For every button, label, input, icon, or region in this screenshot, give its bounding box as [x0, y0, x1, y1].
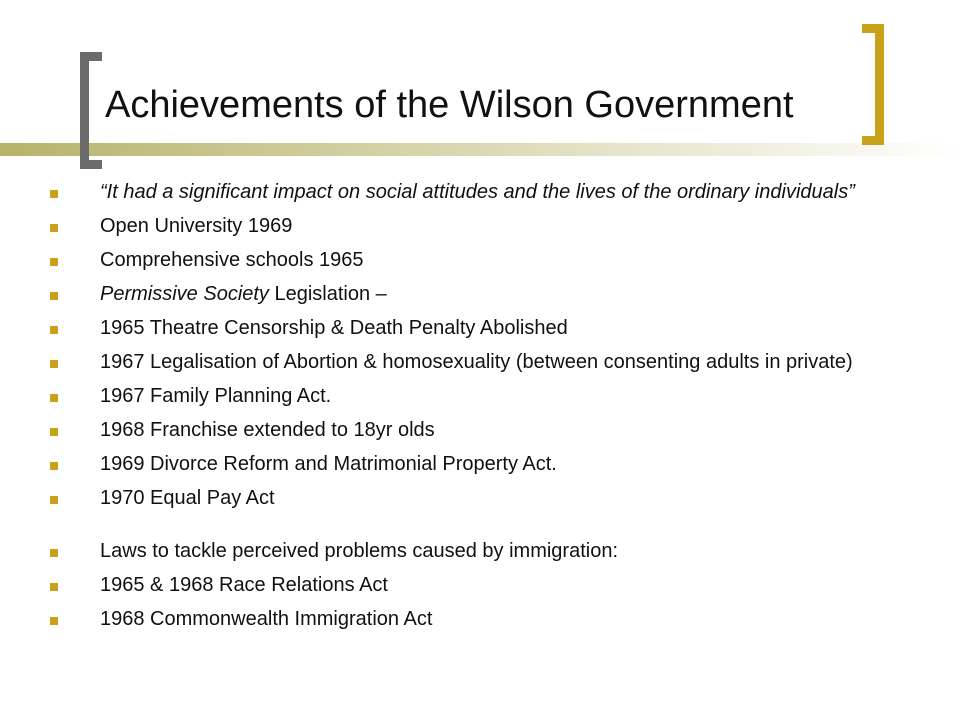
square-bullet-icon — [50, 428, 58, 436]
bullet-text: 1967 Legalisation of Abortion & homosexuality (between consenting adults in private) — [100, 351, 853, 373]
slide-title: Achievements of the Wilson Government — [105, 84, 794, 126]
square-bullet-icon — [50, 326, 58, 334]
bullet-item — [48, 454, 908, 474]
bullet-text: Open University 1969 — [100, 215, 293, 237]
bullet-italic-prefix: Permissive Society — [100, 283, 269, 305]
bullet-item — [48, 488, 908, 508]
square-bullet-icon — [50, 496, 58, 504]
bullet-item — [48, 420, 908, 440]
square-bullet-icon — [50, 258, 58, 266]
bullet-text: 1968 Commonwealth Immigration Act — [100, 608, 433, 630]
bullet-text: Comprehensive schools 1965 — [100, 249, 364, 271]
square-bullet-icon — [50, 394, 58, 402]
bullet-item — [48, 609, 908, 629]
square-bullet-icon — [50, 583, 58, 591]
bullet-text: 1965 & 1968 Race Relations Act — [100, 574, 388, 596]
square-bullet-icon — [50, 360, 58, 368]
left-bracket-decoration — [80, 52, 102, 169]
bullet-text: 1969 Divorce Reform and Matrimonial Property Act. — [100, 453, 557, 475]
bullet-item — [48, 352, 908, 372]
bullet-list — [48, 182, 908, 643]
bullet-item — [48, 541, 908, 561]
bullet-text: 1965 Theatre Censorship & Death Penalty Abolished — [100, 317, 568, 339]
square-bullet-icon — [50, 617, 58, 625]
bullet-text: Legislation – — [268, 283, 387, 305]
square-bullet-icon — [50, 549, 58, 557]
bullet-item — [48, 575, 908, 595]
bullet-item — [48, 182, 908, 202]
bullet-text: 1970 Equal Pay Act — [100, 487, 275, 509]
bullet-item — [48, 284, 908, 304]
bullet-text: 1968 Franchise extended to 18yr olds — [100, 419, 435, 441]
bullet-item — [48, 250, 908, 270]
bullet-item — [48, 318, 908, 338]
square-bullet-icon — [50, 224, 58, 232]
square-bullet-icon — [50, 462, 58, 470]
square-bullet-icon — [50, 292, 58, 300]
bullet-item — [48, 386, 908, 406]
bullet-text: “It had a significant impact on social attitudes and the lives of the ordinary individuals” — [100, 181, 855, 203]
title-underline-gradient — [0, 143, 960, 156]
bullet-text: 1967 Family Planning Act. — [100, 385, 332, 407]
square-bullet-icon — [50, 190, 58, 198]
bullet-text: Laws to tackle perceived problems caused by immigration: — [100, 540, 619, 562]
bullet-item — [48, 216, 908, 236]
